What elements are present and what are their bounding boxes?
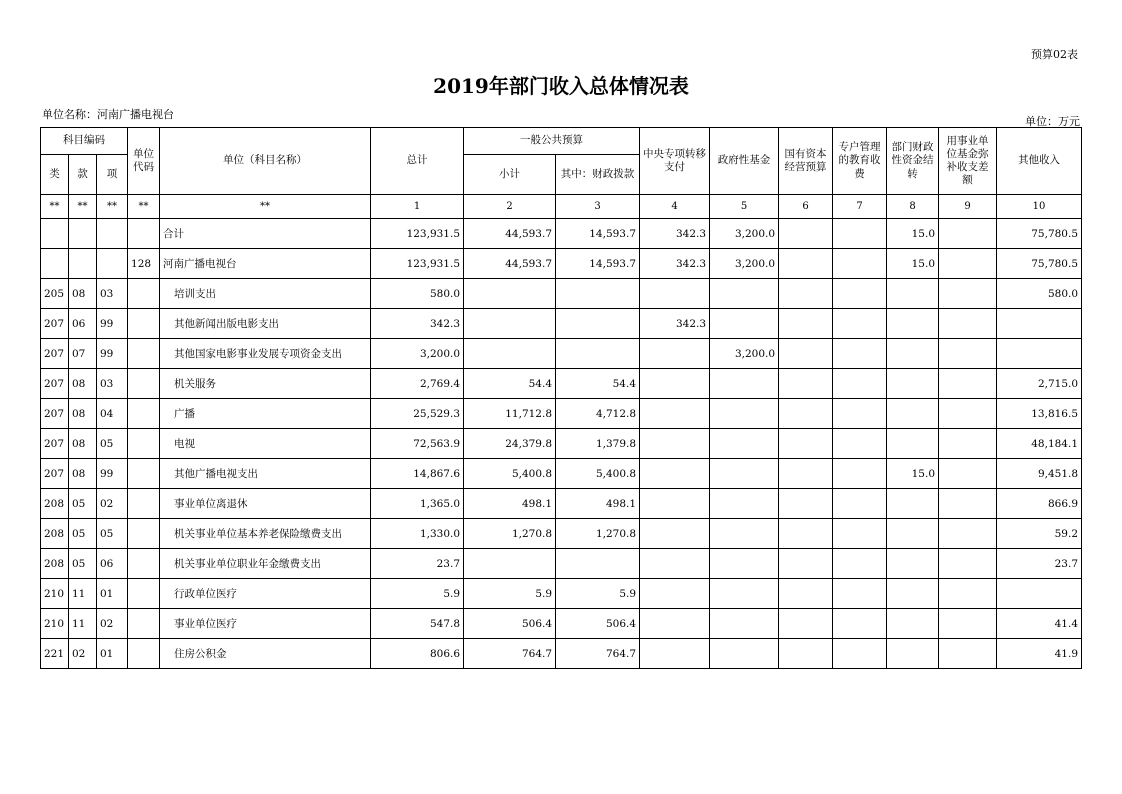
central-transfer-cell <box>640 339 710 369</box>
gov-fund-cell <box>710 369 779 399</box>
inst-fund-cell <box>939 339 997 369</box>
dept-fiscal-carry-cell: 15.0 <box>887 219 939 249</box>
index-cell: 1 <box>371 195 464 219</box>
xiang-cell <box>97 219 128 249</box>
state-capital-cell <box>779 309 833 339</box>
table-row <box>41 459 1082 489</box>
state-capital-cell <box>779 519 833 549</box>
header-other-income: 其他收入 <box>997 128 1082 195</box>
inst-fund-cell <box>939 579 997 609</box>
fiscal-cell: 5,400.8 <box>556 459 640 489</box>
dept-fiscal-carry-cell <box>887 309 939 339</box>
gov-fund-cell <box>710 609 779 639</box>
inst-fund-cell <box>939 249 997 279</box>
dept-code-cell <box>128 399 160 429</box>
dept-name-cell: 其他广播电视支出 <box>160 459 371 489</box>
kuan-cell: 07 <box>69 339 97 369</box>
dept-name-cell: 事业单位离退休 <box>160 489 371 519</box>
central-transfer-cell <box>640 399 710 429</box>
kuan-cell: 11 <box>69 579 97 609</box>
lei-cell <box>41 249 69 279</box>
table-row <box>41 609 1082 639</box>
other-income-cell: 75,780.5 <box>997 249 1082 279</box>
lei-cell: 210 <box>41 609 69 639</box>
subtotal-cell <box>464 309 556 339</box>
dept-fiscal-carry-cell <box>887 579 939 609</box>
lei-cell: 208 <box>41 519 69 549</box>
dept-code-cell <box>128 219 160 249</box>
total-cell: 1,365.0 <box>371 489 464 519</box>
subtotal-cell: 498.1 <box>464 489 556 519</box>
gov-fund-cell <box>710 489 779 519</box>
central-transfer-cell <box>640 609 710 639</box>
dept-code-cell <box>128 519 160 549</box>
dept-name-cell: 其他国家电影事业发展专项资金支出 <box>160 339 371 369</box>
table-row <box>41 549 1082 579</box>
dept-name-cell: 机关事业单位基本养老保险缴费支出 <box>160 519 371 549</box>
fiscal-cell: 54.4 <box>556 369 640 399</box>
central-transfer-cell <box>640 429 710 459</box>
dept-code-cell <box>128 639 160 669</box>
total-cell: 3,200.0 <box>371 339 464 369</box>
dept-fiscal-carry-cell <box>887 549 939 579</box>
header-subject-code: 科目编码 <box>41 128 128 155</box>
kuan-cell <box>69 219 97 249</box>
dept-fiscal-carry-cell <box>887 429 939 459</box>
xiang-cell: 05 <box>97 519 128 549</box>
index-cell: 3 <box>556 195 640 219</box>
central-transfer-cell <box>640 459 710 489</box>
inst-fund-cell <box>939 429 997 459</box>
index-cell: 8 <box>887 195 939 219</box>
state-capital-cell <box>779 429 833 459</box>
header-central-transfer: 中央专项转移支付 <box>640 128 710 195</box>
header-of-which-fiscal: 其中：财政拨款 <box>556 155 640 195</box>
xiang-cell: 02 <box>97 609 128 639</box>
fiscal-cell: 14,593.7 <box>556 219 640 249</box>
other-income-cell <box>997 579 1082 609</box>
dept-code-cell <box>128 309 160 339</box>
central-transfer-cell: 342.3 <box>640 219 710 249</box>
dept-code-cell <box>128 609 160 639</box>
gov-fund-cell <box>710 309 779 339</box>
dept-name-cell: 河南广播电视台 <box>160 249 371 279</box>
table-body <box>41 219 1082 669</box>
central-transfer-cell <box>640 279 710 309</box>
header-subtotal: 小计 <box>464 155 556 195</box>
other-income-cell: 41.9 <box>997 639 1082 669</box>
index-cell: 4 <box>640 195 710 219</box>
lei-cell: 207 <box>41 429 69 459</box>
dept-fiscal-carry-cell <box>887 399 939 429</box>
lei-cell: 207 <box>41 339 69 369</box>
inst-fund-cell <box>939 639 997 669</box>
subtotal-cell: 44,593.7 <box>464 219 556 249</box>
kuan-cell: 11 <box>69 609 97 639</box>
dept-code-cell <box>128 459 160 489</box>
gov-fund-cell <box>710 519 779 549</box>
kuan-cell: 08 <box>69 429 97 459</box>
edu-fee-cell <box>833 339 887 369</box>
edu-fee-cell <box>833 519 887 549</box>
gov-fund-cell <box>710 639 779 669</box>
gov-fund-cell <box>710 549 779 579</box>
edu-fee-cell <box>833 279 887 309</box>
central-transfer-cell <box>640 489 710 519</box>
lei-cell <box>41 219 69 249</box>
central-transfer-cell <box>640 639 710 669</box>
dept-fiscal-carry-cell: 15.0 <box>887 249 939 279</box>
inst-fund-cell <box>939 519 997 549</box>
table-row <box>41 489 1082 519</box>
subtotal-cell: 5.9 <box>464 579 556 609</box>
dept-name-cell: 广播 <box>160 399 371 429</box>
other-income-cell: 75,780.5 <box>997 219 1082 249</box>
xiang-cell: 03 <box>97 369 128 399</box>
xiang-cell: 03 <box>97 279 128 309</box>
dept-code-cell <box>128 489 160 519</box>
xiang-cell <box>97 249 128 279</box>
edu-fee-cell <box>833 399 887 429</box>
xiang-cell: 01 <box>97 579 128 609</box>
inst-fund-cell <box>939 489 997 519</box>
dept-name-cell: 行政单位医疗 <box>160 579 371 609</box>
lei-cell: 207 <box>41 399 69 429</box>
inst-fund-cell <box>939 399 997 429</box>
edu-fee-cell <box>833 609 887 639</box>
fiscal-cell: 4,712.8 <box>556 399 640 429</box>
xiang-cell: 01 <box>97 639 128 669</box>
unit-name-label: 单位名称：河南广播电视台 <box>42 108 174 121</box>
fiscal-cell: 498.1 <box>556 489 640 519</box>
currency-unit-label: 单位：万元 <box>1025 115 1080 128</box>
dept-name-cell: 电视 <box>160 429 371 459</box>
subtotal-cell <box>464 549 556 579</box>
central-transfer-cell <box>640 549 710 579</box>
central-transfer-cell: 342.3 <box>640 309 710 339</box>
dept-code-cell: 128 <box>128 249 160 279</box>
lei-cell: 210 <box>41 579 69 609</box>
inst-fund-cell <box>939 309 997 339</box>
other-income-cell: 59.2 <box>997 519 1082 549</box>
index-cell: 9 <box>939 195 997 219</box>
kuan-cell: 05 <box>69 519 97 549</box>
kuan-cell <box>69 249 97 279</box>
dept-name-cell: 合计 <box>160 219 371 249</box>
kuan-cell: 08 <box>69 279 97 309</box>
lei-cell: 221 <box>41 639 69 669</box>
total-cell: 14,867.6 <box>371 459 464 489</box>
total-cell: 1,330.0 <box>371 519 464 549</box>
kuan-cell: 08 <box>69 459 97 489</box>
dept-code-cell <box>128 429 160 459</box>
total-cell: 2,769.4 <box>371 369 464 399</box>
other-income-cell: 2,715.0 <box>997 369 1082 399</box>
header-edu-fee: 专户管理的教育收费 <box>833 128 887 195</box>
total-cell: 72,563.9 <box>371 429 464 459</box>
index-cell: ** <box>160 195 371 219</box>
state-capital-cell <box>779 279 833 309</box>
lei-cell: 207 <box>41 459 69 489</box>
index-cell: 2 <box>464 195 556 219</box>
other-income-cell <box>997 339 1082 369</box>
header-public-inst-fund: 用事业单位基金弥补收支差额 <box>939 128 997 195</box>
subtotal-cell: 1,270.8 <box>464 519 556 549</box>
header-total: 总计 <box>371 128 464 195</box>
lei-cell: 208 <box>41 549 69 579</box>
other-income-cell: 580.0 <box>997 279 1082 309</box>
total-cell: 123,931.5 <box>371 249 464 279</box>
fiscal-cell: 1,270.8 <box>556 519 640 549</box>
dept-fiscal-carry-cell <box>887 609 939 639</box>
table-row <box>41 219 1082 249</box>
gov-fund-cell: 3,200.0 <box>710 249 779 279</box>
other-income-cell: 23.7 <box>997 549 1082 579</box>
xiang-cell: 99 <box>97 309 128 339</box>
edu-fee-cell <box>833 459 887 489</box>
other-income-cell: 9,451.8 <box>997 459 1082 489</box>
index-cell: 7 <box>833 195 887 219</box>
fiscal-cell: 5.9 <box>556 579 640 609</box>
edu-fee-cell <box>833 309 887 339</box>
fiscal-cell: 14,593.7 <box>556 249 640 279</box>
dept-name-cell: 住房公积金 <box>160 639 371 669</box>
central-transfer-cell <box>640 369 710 399</box>
dept-code-cell <box>128 579 160 609</box>
inst-fund-cell <box>939 549 997 579</box>
gov-fund-cell <box>710 459 779 489</box>
dept-fiscal-carry-cell <box>887 489 939 519</box>
subtotal-cell: 506.4 <box>464 609 556 639</box>
lei-cell: 207 <box>41 309 69 339</box>
header-dept-fiscal-carry: 部门财政性资金结转 <box>887 128 939 195</box>
inst-fund-cell <box>939 609 997 639</box>
other-income-cell: 48,184.1 <box>997 429 1082 459</box>
kuan-cell: 06 <box>69 309 97 339</box>
dept-fiscal-carry-cell <box>887 639 939 669</box>
header-dept-code: 单位代码 <box>128 128 160 195</box>
page-title: 2019年部门收入总体情况表 <box>433 74 689 98</box>
subtotal-cell <box>464 339 556 369</box>
total-cell: 806.6 <box>371 639 464 669</box>
subtotal-cell <box>464 279 556 309</box>
table-row <box>41 279 1082 309</box>
subtotal-cell: 5,400.8 <box>464 459 556 489</box>
total-cell: 342.3 <box>371 309 464 339</box>
state-capital-cell <box>779 369 833 399</box>
central-transfer-cell: 342.3 <box>640 249 710 279</box>
total-cell: 123,931.5 <box>371 219 464 249</box>
edu-fee-cell <box>833 219 887 249</box>
table-row <box>41 339 1082 369</box>
dept-name-cell: 机关事业单位职业年金缴费支出 <box>160 549 371 579</box>
state-capital-cell <box>779 459 833 489</box>
edu-fee-cell <box>833 429 887 459</box>
table-row <box>41 399 1082 429</box>
dept-fiscal-carry-cell <box>887 369 939 399</box>
index-cell: ** <box>41 195 69 219</box>
xiang-cell: 04 <box>97 399 128 429</box>
dept-fiscal-carry-cell <box>887 339 939 369</box>
dept-code-cell <box>128 279 160 309</box>
header-xiang: 项 <box>97 155 128 195</box>
xiang-cell: 06 <box>97 549 128 579</box>
table-row <box>41 579 1082 609</box>
fiscal-cell <box>556 309 640 339</box>
index-row <box>41 195 1082 219</box>
subtotal-cell: 44,593.7 <box>464 249 556 279</box>
dept-name-cell: 其他新闻出版电影支出 <box>160 309 371 339</box>
xiang-cell: 99 <box>97 459 128 489</box>
state-capital-cell <box>779 399 833 429</box>
gov-fund-cell <box>710 399 779 429</box>
index-cell: ** <box>128 195 160 219</box>
dept-fiscal-carry-cell: 15.0 <box>887 459 939 489</box>
dept-code-cell <box>128 369 160 399</box>
table-row <box>41 429 1082 459</box>
gov-fund-cell <box>710 279 779 309</box>
xiang-cell: 05 <box>97 429 128 459</box>
index-cell: 10 <box>997 195 1082 219</box>
total-cell: 23.7 <box>371 549 464 579</box>
lei-cell: 207 <box>41 369 69 399</box>
dept-name-cell: 培训支出 <box>160 279 371 309</box>
income-table <box>40 127 1082 669</box>
header-dept-name: 单位（科目名称） <box>160 128 371 195</box>
total-cell: 5.9 <box>371 579 464 609</box>
central-transfer-cell <box>640 579 710 609</box>
dept-code-cell <box>128 549 160 579</box>
total-cell: 547.8 <box>371 609 464 639</box>
header-state-capital: 国有资本经营预算 <box>779 128 833 195</box>
lei-cell: 205 <box>41 279 69 309</box>
other-income-cell <box>997 309 1082 339</box>
gov-fund-cell: 3,200.0 <box>710 219 779 249</box>
fiscal-cell: 506.4 <box>556 609 640 639</box>
edu-fee-cell <box>833 249 887 279</box>
dept-fiscal-carry-cell <box>887 519 939 549</box>
xiang-cell: 02 <box>97 489 128 519</box>
subtotal-cell: 11,712.8 <box>464 399 556 429</box>
fiscal-cell <box>556 279 640 309</box>
subtotal-cell: 764.7 <box>464 639 556 669</box>
table-row <box>41 639 1082 669</box>
fiscal-cell: 1,379.8 <box>556 429 640 459</box>
index-cell: 6 <box>779 195 833 219</box>
central-transfer-cell <box>640 519 710 549</box>
subtotal-cell: 24,379.8 <box>464 429 556 459</box>
table-row <box>41 519 1082 549</box>
header-kuan: 款 <box>69 155 97 195</box>
edu-fee-cell <box>833 369 887 399</box>
state-capital-cell <box>779 219 833 249</box>
header-lei: 类 <box>41 155 69 195</box>
xiang-cell: 99 <box>97 339 128 369</box>
table-row <box>41 249 1082 279</box>
index-cell: 5 <box>710 195 779 219</box>
kuan-cell: 05 <box>69 489 97 519</box>
subtotal-cell: 54.4 <box>464 369 556 399</box>
table-row <box>41 309 1082 339</box>
edu-fee-cell <box>833 639 887 669</box>
inst-fund-cell <box>939 369 997 399</box>
form-number: 预算02表 <box>1031 48 1078 61</box>
edu-fee-cell <box>833 489 887 519</box>
edu-fee-cell <box>833 579 887 609</box>
gov-fund-cell <box>710 429 779 459</box>
kuan-cell: 08 <box>69 399 97 429</box>
dept-name-cell: 事业单位医疗 <box>160 609 371 639</box>
gov-fund-cell: 3,200.0 <box>710 339 779 369</box>
other-income-cell: 866.9 <box>997 489 1082 519</box>
state-capital-cell <box>779 489 833 519</box>
fiscal-cell <box>556 549 640 579</box>
state-capital-cell <box>779 339 833 369</box>
dept-code-cell <box>128 339 160 369</box>
dept-fiscal-carry-cell <box>887 279 939 309</box>
inst-fund-cell <box>939 219 997 249</box>
kuan-cell: 02 <box>69 639 97 669</box>
header-general-budget: 一般公共预算 <box>464 128 640 155</box>
total-cell: 580.0 <box>371 279 464 309</box>
state-capital-cell <box>779 549 833 579</box>
fiscal-cell: 764.7 <box>556 639 640 669</box>
inst-fund-cell <box>939 279 997 309</box>
dept-name-cell: 机关服务 <box>160 369 371 399</box>
kuan-cell: 05 <box>69 549 97 579</box>
other-income-cell: 41.4 <box>997 609 1082 639</box>
other-income-cell: 13,816.5 <box>997 399 1082 429</box>
state-capital-cell <box>779 249 833 279</box>
state-capital-cell <box>779 579 833 609</box>
inst-fund-cell <box>939 459 997 489</box>
edu-fee-cell <box>833 549 887 579</box>
gov-fund-cell <box>710 579 779 609</box>
fiscal-cell <box>556 339 640 369</box>
kuan-cell: 08 <box>69 369 97 399</box>
state-capital-cell <box>779 639 833 669</box>
total-cell: 25,529.3 <box>371 399 464 429</box>
header-gov-fund: 政府性基金 <box>710 128 779 195</box>
state-capital-cell <box>779 609 833 639</box>
index-cell: ** <box>69 195 97 219</box>
index-cell: ** <box>97 195 128 219</box>
lei-cell: 208 <box>41 489 69 519</box>
table-row <box>41 369 1082 399</box>
